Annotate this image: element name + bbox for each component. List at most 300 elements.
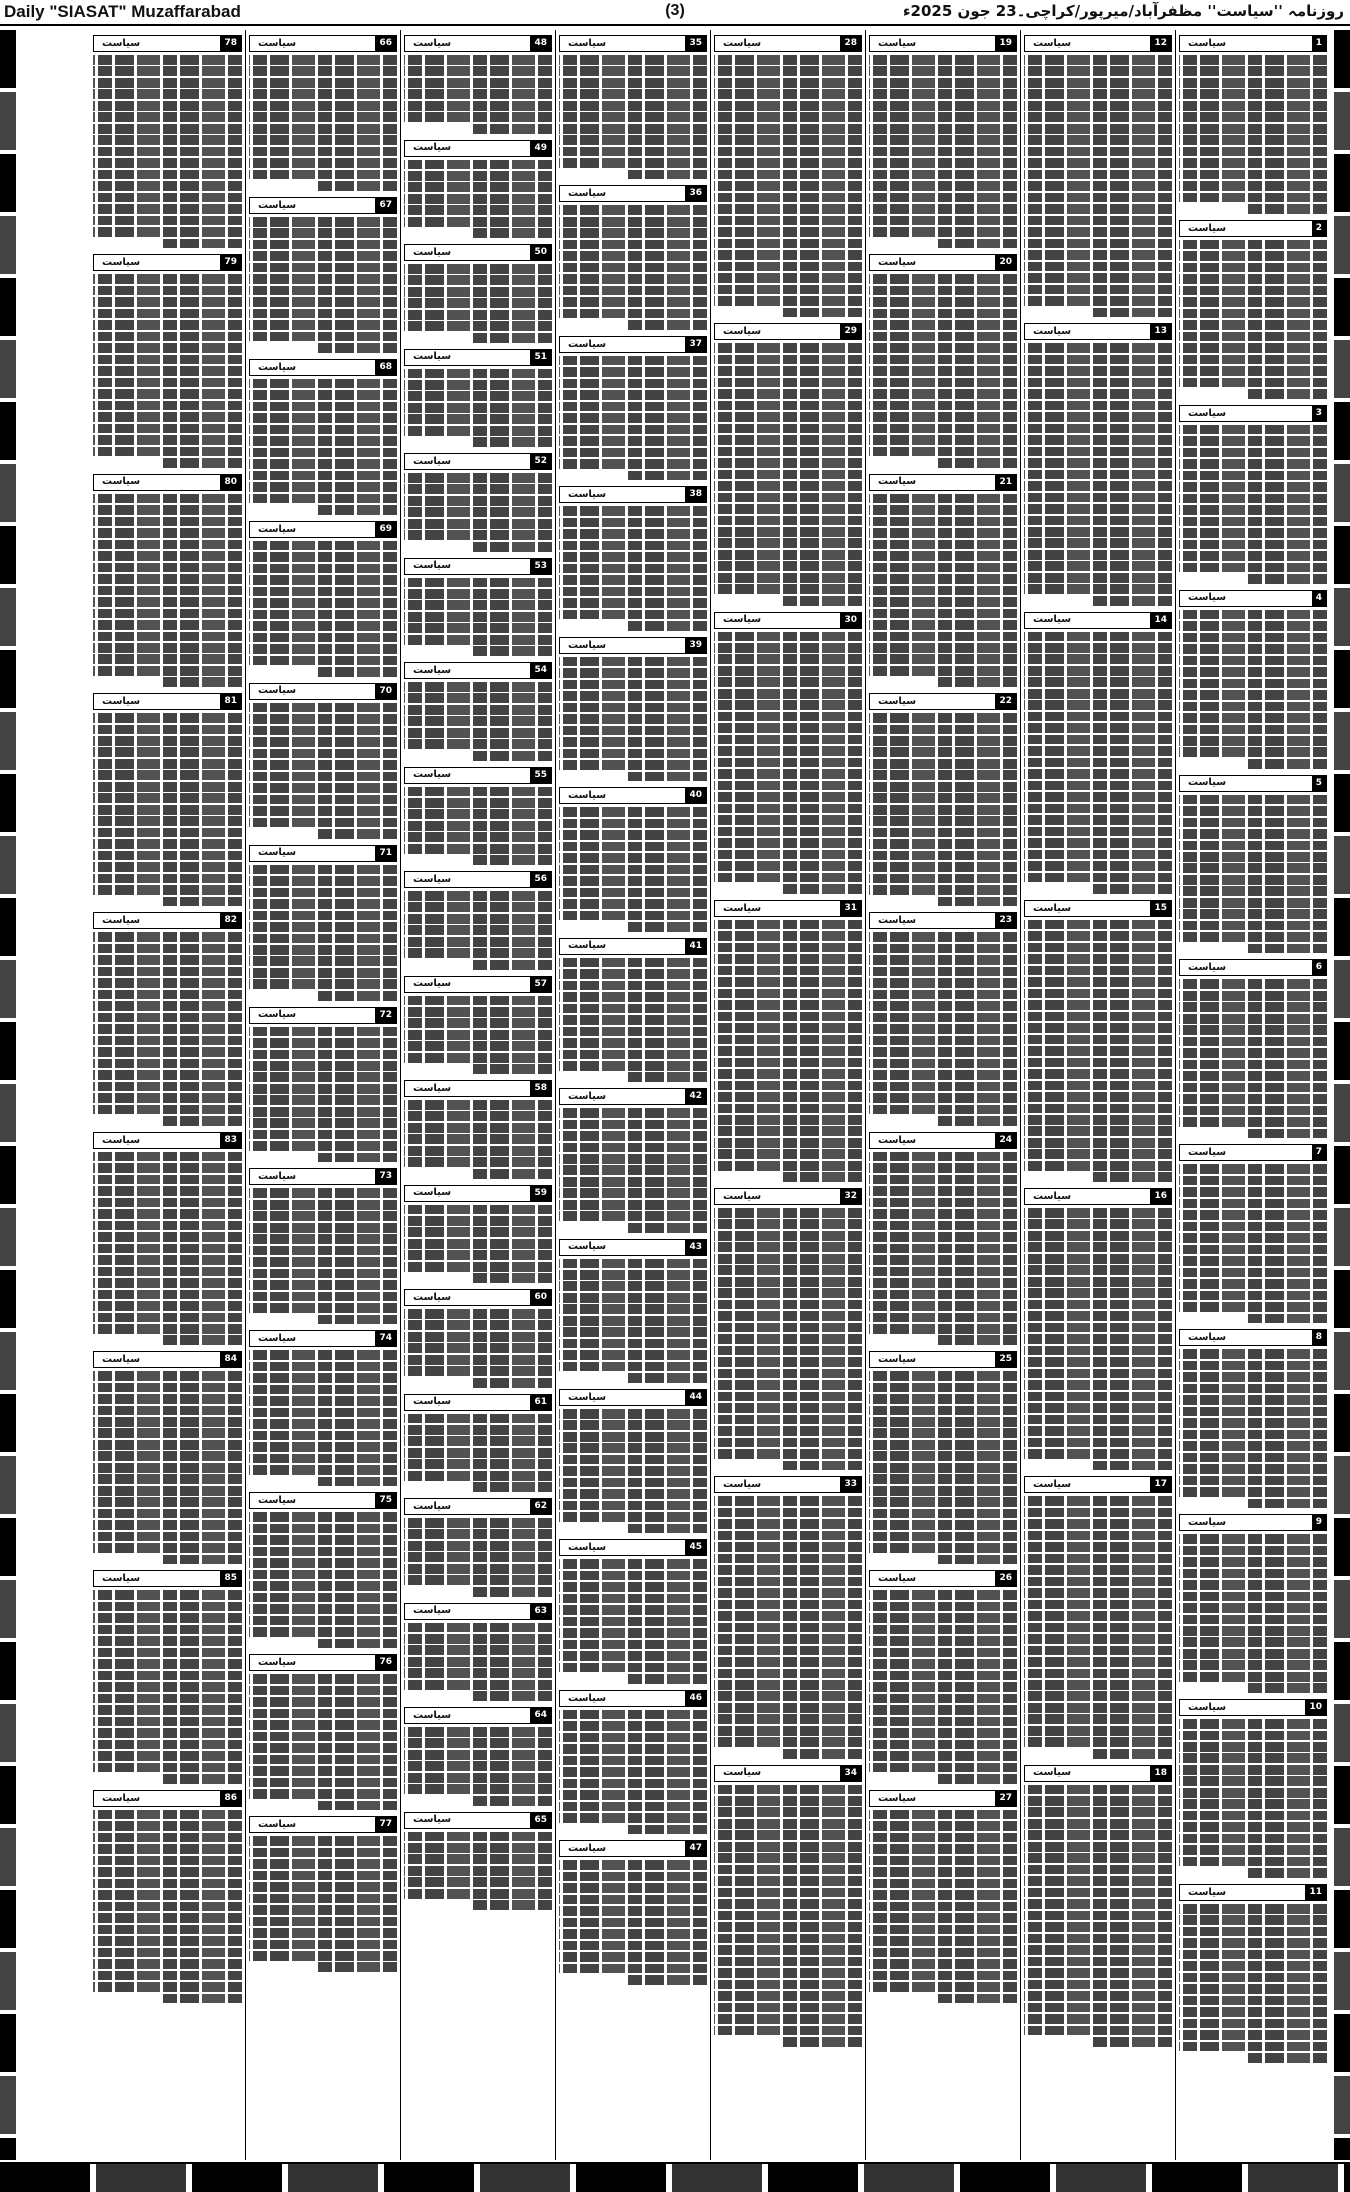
ad-body-text: [869, 713, 1017, 906]
ad-brand-label: سیاست: [413, 873, 452, 885]
ad-header: [93, 1570, 242, 1587]
ad-brand-label: سیاست: [1188, 962, 1227, 974]
ad-header: [714, 323, 862, 340]
ad-body-text: [249, 1188, 397, 1324]
ad-body-text: [869, 1371, 1017, 1564]
classified-ad: [1179, 1884, 1327, 2063]
ad-number: 30: [840, 613, 861, 628]
ad-brand-label: سیاست: [413, 1605, 452, 1617]
classified-ad: [869, 254, 1017, 467]
ad-brand-label: سیاست: [258, 1657, 297, 1669]
ad-number: 41: [685, 939, 706, 954]
ad-number: 20: [995, 255, 1016, 270]
classified-columns: [20, 30, 1330, 2160]
ad-header: [1179, 35, 1327, 52]
ad-body-text: [559, 1259, 707, 1383]
classified-ad: [1024, 900, 1172, 1182]
classified-ad: [1179, 405, 1327, 584]
ad-number: 61: [530, 1395, 551, 1410]
ad-header: [93, 1132, 242, 1149]
column-2: [1020, 30, 1175, 2160]
ad-body-text: [559, 55, 707, 179]
ad-brand-label: سیاست: [1188, 777, 1227, 789]
ad-number: 51: [530, 350, 551, 365]
ad-brand-label: سیاست: [723, 614, 762, 626]
ad-header: [404, 1080, 552, 1097]
classified-ad: [93, 35, 242, 248]
ad-body-text: [404, 1414, 552, 1493]
ad-brand-label: سیاست: [413, 1396, 452, 1408]
ad-header: [1024, 900, 1172, 917]
ad-number: 11: [1305, 1885, 1326, 1900]
ad-brand-label: سیاست: [258, 1333, 297, 1345]
ad-body-text: [249, 55, 397, 191]
classified-ad: [559, 1690, 707, 1834]
classified-ad: [1024, 35, 1172, 317]
classified-ad: [93, 254, 242, 467]
ad-brand-label: سیاست: [878, 476, 917, 488]
ad-header: [93, 1790, 242, 1807]
ad-brand-label: سیاست: [568, 1843, 607, 1855]
ad-header: [559, 1239, 707, 1256]
ad-body-text: [1179, 1534, 1327, 1693]
ad-number: 19: [995, 36, 1016, 51]
ad-brand-label: سیاست: [413, 1814, 452, 1826]
ad-brand-label: سیاست: [878, 257, 917, 269]
ad-body-text: [559, 356, 707, 480]
ad-header: [249, 1168, 397, 1185]
ad-number: 54: [530, 663, 551, 678]
ad-number: 64: [530, 1708, 551, 1723]
ad-body-text: [714, 1208, 862, 1470]
ad-body-text: [559, 958, 707, 1082]
classified-ad: [404, 1812, 552, 1911]
ad-number: 46: [685, 1691, 706, 1706]
ad-body-text: [1179, 610, 1327, 769]
classified-ad: [714, 900, 862, 1182]
ad-header: [404, 35, 552, 52]
ad-number: 45: [685, 1540, 706, 1555]
ad-body-text: [404, 1309, 552, 1388]
classified-ad: [404, 1707, 552, 1806]
classified-ad: [249, 521, 397, 677]
ad-body-text: [404, 369, 552, 448]
classified-ad: [1179, 220, 1327, 399]
classified-ad: [869, 1351, 1017, 1564]
classified-ad: [559, 336, 707, 480]
ad-body-text: [93, 274, 242, 467]
classified-ad: [1179, 959, 1327, 1138]
ad-number: 26: [995, 1571, 1016, 1586]
ad-body-text: [869, 494, 1017, 687]
ad-body-text: [404, 996, 552, 1075]
ad-body-text: [1179, 1904, 1327, 2063]
ad-brand-label: سیاست: [258, 1495, 297, 1507]
ad-number: 70: [375, 684, 396, 699]
ad-header: [559, 1690, 707, 1707]
ad-brand-label: سیاست: [568, 1391, 607, 1403]
classified-ad: [404, 244, 552, 343]
ad-body-text: [1179, 1719, 1327, 1878]
ad-body-text: [714, 632, 862, 894]
ad-brand-label: سیاست: [568, 1090, 607, 1102]
ad-brand-label: سیاست: [413, 769, 452, 781]
ad-brand-label: سیاست: [102, 1134, 141, 1146]
ad-brand-label: سیاست: [1033, 326, 1072, 338]
classified-ad: [404, 1289, 552, 1388]
ad-number: 18: [1150, 1766, 1171, 1781]
ad-body-text: [1179, 425, 1327, 584]
ad-body-text: [93, 494, 242, 687]
ad-number: 49: [530, 141, 551, 156]
ad-number: 44: [685, 1390, 706, 1405]
classified-ad: [93, 474, 242, 687]
ad-number: 14: [1150, 613, 1171, 628]
ad-body-text: [404, 55, 552, 134]
ad-number: 34: [840, 1766, 861, 1781]
ad-number: 66: [375, 36, 396, 51]
ad-body-text: [404, 1727, 552, 1806]
ad-body-text: [714, 55, 862, 317]
ad-number: 42: [685, 1089, 706, 1104]
ad-header: [714, 1188, 862, 1205]
ad-body-text: [93, 1152, 242, 1345]
ad-body-text: [1024, 1496, 1172, 1758]
ad-number: 4: [1312, 591, 1326, 606]
classified-ad: [869, 1790, 1017, 2003]
classified-ad: [559, 185, 707, 329]
classified-ad: [559, 486, 707, 630]
ad-header: [714, 1476, 862, 1493]
ad-header: [1179, 590, 1327, 607]
ad-header: [869, 35, 1017, 52]
ad-number: 32: [840, 1189, 861, 1204]
ad-header: [404, 1603, 552, 1620]
classified-ad: [1024, 323, 1172, 605]
classified-ad: [404, 558, 552, 657]
classified-ad: [249, 845, 397, 1001]
ad-body-text: [869, 932, 1017, 1125]
classified-ad: [1024, 612, 1172, 894]
ad-brand-label: سیاست: [568, 338, 607, 350]
ad-header: [869, 1351, 1017, 1368]
classified-ad: [869, 912, 1017, 1125]
ad-header: [869, 474, 1017, 491]
ad-body-text: [1179, 240, 1327, 399]
classified-ad: [93, 1570, 242, 1783]
ad-body-text: [249, 1674, 397, 1810]
column-3: [865, 30, 1020, 2160]
ad-brand-label: سیاست: [878, 695, 917, 707]
ad-brand-label: سیاست: [1188, 1332, 1227, 1344]
ad-body-text: [93, 1590, 242, 1783]
classified-ad: [1179, 1329, 1327, 1508]
page-number: (3): [665, 2, 685, 19]
ad-brand-label: سیاست: [102, 1573, 141, 1585]
ad-body-text: [404, 1623, 552, 1702]
classified-ad: [714, 35, 862, 317]
ad-header: [869, 1790, 1017, 1807]
ad-brand-label: سیاست: [258, 361, 297, 373]
ad-header: [249, 1816, 397, 1833]
ad-brand-label: سیاست: [878, 1792, 917, 1804]
ad-brand-label: سیاست: [1188, 592, 1227, 604]
ad-header: [559, 1539, 707, 1556]
ad-header: [559, 336, 707, 353]
ad-header: [559, 1840, 707, 1857]
classified-ad: [1024, 1476, 1172, 1758]
ad-brand-label: سیاست: [568, 1692, 607, 1704]
ad-header: [1024, 1765, 1172, 1782]
ad-body-text: [869, 55, 1017, 248]
ad-number: 53: [530, 559, 551, 574]
ad-header: [1179, 1514, 1327, 1531]
ad-number: 84: [220, 1352, 241, 1367]
ad-number: 37: [685, 337, 706, 352]
ad-header: [249, 683, 397, 700]
ad-brand-label: سیاست: [878, 37, 917, 49]
ad-brand-label: سیاست: [1188, 1701, 1227, 1713]
ad-brand-label: سیاست: [413, 142, 452, 154]
classified-ad: [714, 1476, 862, 1758]
ad-body-text: [93, 55, 242, 248]
ad-header: [404, 871, 552, 888]
ad-brand-label: سیاست: [413, 1082, 452, 1094]
ad-brand-label: سیاست: [568, 37, 607, 49]
ad-body-text: [249, 1836, 397, 1972]
ad-brand-label: سیاست: [723, 326, 762, 338]
ad-header: [404, 558, 552, 575]
ad-body-text: [559, 1108, 707, 1232]
ad-brand-label: سیاست: [1033, 614, 1072, 626]
ad-number: 65: [530, 1813, 551, 1828]
ad-header: [559, 1389, 707, 1406]
ad-body-text: [559, 1409, 707, 1533]
classified-ad: [93, 1351, 242, 1564]
ad-number: 24: [995, 1133, 1016, 1148]
ad-header: [249, 1654, 397, 1671]
ad-brand-label: سیاست: [1033, 1767, 1072, 1779]
ad-number: 16: [1150, 1189, 1171, 1204]
ad-header: [559, 637, 707, 654]
ad-header: [404, 767, 552, 784]
classified-ad: [404, 1498, 552, 1597]
ad-header: [1179, 405, 1327, 422]
ad-number: 73: [375, 1169, 396, 1184]
ad-header: [93, 35, 242, 52]
ad-number: 60: [530, 1290, 551, 1305]
ad-body-text: [249, 1512, 397, 1648]
ad-brand-label: سیاست: [1033, 1479, 1072, 1491]
classified-ad: [559, 787, 707, 931]
ad-brand-label: سیاست: [723, 37, 762, 49]
classified-ad: [249, 359, 397, 515]
classified-ad: [93, 693, 242, 906]
classified-ad: [1179, 35, 1327, 214]
ad-header: [559, 486, 707, 503]
ad-header: [404, 976, 552, 993]
ad-number: 21: [995, 475, 1016, 490]
ad-body-text: [249, 541, 397, 677]
ad-body-text: [559, 807, 707, 931]
ad-header: [559, 185, 707, 202]
right-border-rail: [1334, 30, 1350, 2160]
classified-ad: [869, 1132, 1017, 1345]
classified-ad: [1179, 1144, 1327, 1323]
ad-number: 79: [220, 255, 241, 270]
ad-body-text: [559, 506, 707, 630]
classified-ad: [869, 35, 1017, 248]
ad-number: 1: [1312, 36, 1326, 51]
ad-brand-label: سیاست: [258, 199, 297, 211]
classified-ad: [714, 1188, 862, 1470]
ad-header: [249, 1007, 397, 1024]
ad-number: 28: [840, 36, 861, 51]
ad-number: 75: [375, 1493, 396, 1508]
column-6: [400, 30, 555, 2160]
ad-header: [404, 453, 552, 470]
ad-brand-label: سیاست: [1188, 1516, 1227, 1528]
classified-ad: [93, 1132, 242, 1345]
classified-ad: [93, 1790, 242, 2003]
ad-body-text: [404, 160, 552, 239]
ad-brand-label: سیاست: [258, 37, 297, 49]
ad-number: 2: [1312, 221, 1326, 236]
classified-ad: [93, 912, 242, 1125]
ad-body-text: [869, 1810, 1017, 2003]
ad-number: 36: [685, 186, 706, 201]
classified-ad: [404, 349, 552, 448]
classified-ad: [249, 35, 397, 191]
ad-number: 74: [375, 1331, 396, 1346]
ad-number: 33: [840, 1477, 861, 1492]
ad-brand-label: سیاست: [413, 246, 452, 258]
classified-ad: [404, 1394, 552, 1493]
classified-ad: [559, 637, 707, 781]
ad-header: [1179, 775, 1327, 792]
classified-ad: [714, 323, 862, 605]
ad-number: 39: [685, 638, 706, 653]
ad-number: 13: [1150, 324, 1171, 339]
ad-header: [1024, 1188, 1172, 1205]
ad-header: [1179, 1884, 1327, 1901]
ad-brand-label: سیاست: [102, 257, 141, 269]
ad-number: 31: [840, 901, 861, 916]
ad-header: [869, 254, 1017, 271]
ad-brand-label: سیاست: [258, 1009, 297, 1021]
ad-brand-label: سیاست: [258, 847, 297, 859]
ad-number: 17: [1150, 1477, 1171, 1492]
ad-number: 3: [1312, 406, 1326, 421]
ad-body-text: [559, 657, 707, 781]
ad-header: [404, 244, 552, 261]
ad-brand-label: سیاست: [413, 37, 452, 49]
ad-header: [404, 1812, 552, 1829]
ad-number: 59: [530, 1186, 551, 1201]
ad-brand-label: سیاست: [102, 1792, 141, 1804]
masthead: [0, 0, 1350, 26]
ad-header: [93, 912, 242, 929]
ad-number: 56: [530, 872, 551, 887]
ad-brand-label: سیاست: [1188, 1147, 1227, 1159]
ad-number: 48: [530, 36, 551, 51]
ad-header: [714, 35, 862, 52]
ad-brand-label: سیاست: [568, 489, 607, 501]
ad-number: 82: [220, 913, 241, 928]
ad-body-text: [714, 343, 862, 605]
ad-body-text: [869, 274, 1017, 467]
ad-header: [249, 197, 397, 214]
ad-brand-label: سیاست: [568, 1542, 607, 1554]
ad-number: 6: [1312, 960, 1326, 975]
classified-ad: [559, 1840, 707, 1984]
ad-header: [404, 349, 552, 366]
ad-brand-label: سیاست: [1188, 1886, 1227, 1898]
ad-header: [93, 474, 242, 491]
ad-header: [93, 693, 242, 710]
ad-body-text: [869, 1152, 1017, 1345]
ad-body-text: [93, 713, 242, 906]
footer-border-strip: [0, 2162, 1350, 2192]
ad-header: [869, 1570, 1017, 1587]
ad-brand-label: سیاست: [102, 695, 141, 707]
ad-number: 58: [530, 1081, 551, 1096]
ad-header: [1024, 1476, 1172, 1493]
ad-body-text: [93, 1810, 242, 2003]
ad-brand-label: سیاست: [258, 1171, 297, 1183]
ad-body-text: [1179, 795, 1327, 954]
classified-ad: [249, 1654, 397, 1810]
ad-header: [404, 1394, 552, 1411]
classified-ad: [559, 35, 707, 179]
ad-brand-label: سیاست: [413, 1500, 452, 1512]
classified-ad: [559, 1239, 707, 1383]
ad-body-text: [714, 920, 862, 1182]
classified-ad: [404, 453, 552, 552]
ad-number: 57: [530, 977, 551, 992]
classified-ad: [404, 1080, 552, 1179]
ad-body-text: [869, 1590, 1017, 1783]
ad-brand-label: سیاست: [568, 789, 607, 801]
classified-ad: [404, 35, 552, 134]
ad-brand-label: سیاست: [568, 639, 607, 651]
ad-number: 55: [530, 768, 551, 783]
ad-header: [249, 359, 397, 376]
ad-header: [714, 1765, 862, 1782]
ad-header: [404, 140, 552, 157]
classified-ad: [869, 693, 1017, 906]
classified-ad: [714, 612, 862, 894]
ad-brand-label: سیاست: [1033, 902, 1072, 914]
ad-brand-label: سیاست: [413, 455, 452, 467]
ad-brand-label: سیاست: [413, 1709, 452, 1721]
ad-brand-label: سیاست: [413, 560, 452, 572]
ad-brand-label: سیاست: [413, 664, 452, 676]
ad-brand-label: سیاست: [102, 1353, 141, 1365]
ad-body-text: [1179, 1349, 1327, 1508]
ad-body-text: [1024, 343, 1172, 605]
ad-body-text: [249, 1350, 397, 1486]
classified-ad: [1179, 775, 1327, 954]
ad-number: 25: [995, 1352, 1016, 1367]
ad-body-text: [559, 1559, 707, 1683]
ad-number: 10: [1305, 1700, 1326, 1715]
ad-header: [1179, 1699, 1327, 1716]
classified-ad: [1179, 1514, 1327, 1693]
ad-header: [869, 912, 1017, 929]
ad-number: 7: [1312, 1145, 1326, 1160]
classified-ad: [404, 767, 552, 866]
